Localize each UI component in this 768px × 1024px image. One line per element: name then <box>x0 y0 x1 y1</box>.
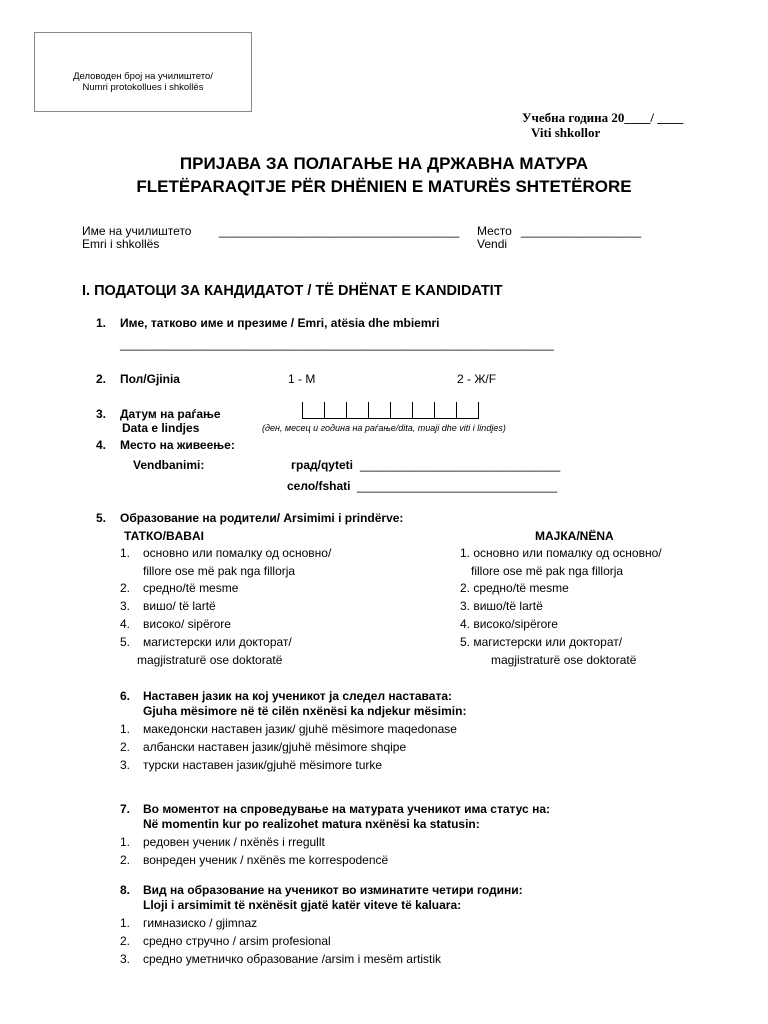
mother-option-3[interactable]: 3. вишо/të lartë <box>460 599 543 613</box>
q7-number: 7. <box>120 802 131 816</box>
q8-label-mk: Вид на образование на ученикот во изминатите четири години: <box>143 883 523 897</box>
father-option-5-cont: magjistraturë ose doktoratë <box>137 653 283 667</box>
q4-sub-label: Vendbanimi: <box>133 458 205 472</box>
date-digit-box[interactable] <box>413 402 435 418</box>
place-label-mk: Место <box>477 224 512 238</box>
school-year-label: Учебна година 20____/ ____ <box>522 110 684 125</box>
q5-number: 5. <box>96 511 107 525</box>
mother-heading: МАЈКА/NËNA <box>535 529 614 543</box>
q8-option-1-num: 1. <box>120 916 131 930</box>
father-option-2-num: 2. <box>120 581 131 595</box>
q7-option-2-num: 2. <box>120 853 131 867</box>
protocol-label-mk: Деловоден број на училиштето/ <box>73 71 213 82</box>
q6-option-1-num: 1. <box>120 722 131 736</box>
father-option-4-num: 4. <box>120 617 131 631</box>
birth-date-boxes[interactable] <box>302 402 479 419</box>
q1-name-field[interactable]: _________________________________________________________________ <box>120 337 554 351</box>
q7-label-sq: Në momentin kur po realizohet matura nxënësi ka statusin: <box>143 817 480 831</box>
school-name-label-mk: Име на училиштето <box>82 224 192 238</box>
q2-number: 2. <box>96 372 107 386</box>
protocol-number-box[interactable] <box>34 32 252 112</box>
q7-option-2[interactable]: вонреден ученик / nxënës me korrespodencë <box>143 853 389 867</box>
father-option-5[interactable]: магистерски или докторат/ <box>143 635 292 649</box>
q1-number: 1. <box>96 316 107 330</box>
village-label: село/fshati <box>287 479 351 493</box>
q8-option-1[interactable]: гимназиско / gjimnaz <box>143 916 258 930</box>
q6-option-3-num: 3. <box>120 758 131 772</box>
father-option-1[interactable]: основно или помалку од основно/ <box>143 546 332 560</box>
gender-option-female[interactable]: 2 - Ж/F <box>457 372 497 386</box>
date-digit-box[interactable] <box>457 402 479 418</box>
place-label-sq: Vendi <box>477 237 508 251</box>
father-option-1-cont: fillore ose më pak nga fillorja <box>143 564 296 578</box>
father-option-2[interactable]: средно/të mesme <box>143 581 239 595</box>
city-label: град/qyteti <box>291 458 353 472</box>
section-heading: I. ПОДАТОЦИ ЗА КАНДИДАТОТ / TË DHËNAT E KANDIDATIT <box>82 283 503 299</box>
school-name-label-sq: Emri i shkollës <box>82 237 160 251</box>
q2-label: Пол/Gjinia <box>120 372 180 386</box>
date-digit-box[interactable] <box>303 402 325 418</box>
father-option-1-num: 1. <box>120 546 131 560</box>
q6-option-2-num: 2. <box>120 740 131 754</box>
birth-date-note: (ден, месец и година на раѓање/dita, muaji dhe viti i lindjes) <box>262 423 506 433</box>
protocol-label-sq: Numri protokollues i shkollës <box>82 82 204 93</box>
q8-number: 8. <box>120 883 131 897</box>
title-sq: FLETËPARAQITJE PËR DHËNIEN E MATURËS SHTETËRORE <box>136 177 632 196</box>
date-digit-box[interactable] <box>325 402 347 418</box>
school-year-sub: Viti shkollor <box>531 125 601 140</box>
q3-label-sq: Data e lindjes <box>122 421 200 435</box>
mother-option-4[interactable]: 4. високо/sipërore <box>460 617 558 631</box>
q8-option-3[interactable]: средно уметничко образование /arsim i mesëm artistik <box>143 952 441 966</box>
mother-option-5[interactable]: 5. магистерски или докторат/ <box>460 635 623 649</box>
q8-option-3-num: 3. <box>120 952 131 966</box>
father-heading: ТАТКО/BABAI <box>124 529 204 543</box>
q8-option-2-num: 2. <box>120 934 131 948</box>
mother-option-1[interactable]: 1. основно или помалку од основно/ <box>460 546 662 560</box>
q6-number: 6. <box>120 689 131 703</box>
q4-label: Место на живеење: <box>120 438 235 452</box>
q3-number: 3. <box>96 407 107 421</box>
title-mk: ПРИЈАВА ЗА ПОЛАГАЊЕ НА ДРЖАВНА МАТУРА <box>179 154 589 173</box>
q7-option-1-num: 1. <box>120 835 131 849</box>
father-option-3-num: 3. <box>120 599 131 613</box>
q6-label-sq: Gjuha mësimore në të cilën nxënësi ka ndjekur mësimin: <box>143 704 467 718</box>
q7-option-1[interactable]: редовен ученик / nxënës i rregullt <box>143 835 325 849</box>
mother-option-1-cont: fillore ose më pak nga fillorja <box>471 564 624 578</box>
mother-option-2[interactable]: 2. средно/të mesme <box>460 581 569 595</box>
q6-option-3[interactable]: турски наставен јазик/gjuhë mësimore turke <box>143 758 383 772</box>
date-digit-box[interactable] <box>391 402 413 418</box>
village-field[interactable]: ______________________________ <box>357 479 558 493</box>
q8-label-sq: Lloji i arsimimit të nxënësit gjatë katër viteve të kaluara: <box>143 898 462 912</box>
place-field[interactable]: __________________ <box>521 224 642 238</box>
city-field[interactable]: ______________________________ <box>360 458 561 472</box>
q7-label-mk: Во моментот на спроведување на матурата ученикот има статус на: <box>143 802 550 816</box>
q6-option-1[interactable]: македонски наставен јазик/ gjuhë mësimore maqedonase <box>143 722 457 736</box>
q8-option-2[interactable]: средно стручно / arsim profesional <box>143 934 331 948</box>
school-name-field[interactable]: ____________________________________ <box>219 224 460 238</box>
gender-option-male[interactable]: 1 - M <box>288 372 316 386</box>
q4-number: 4. <box>96 438 107 452</box>
date-digit-box[interactable] <box>369 402 391 418</box>
q5-label: Образование на родители/ Arsimimi i prindërve: <box>120 511 404 525</box>
q6-label-mk: Наставен јазик на кој ученикот ја следел наставата: <box>143 689 452 703</box>
q1-label: Име, татково име и презиме / Emri, atësia dhe mbiemri <box>120 316 440 330</box>
mother-option-5-cont: magjistraturë ose doktoratë <box>491 653 637 667</box>
q3-label-mk: Датум на раѓање <box>120 407 221 421</box>
q6-option-2[interactable]: албански наставен јазик/gjuhë mësimore shqipe <box>143 740 407 754</box>
father-option-5-num: 5. <box>120 635 131 649</box>
date-digit-box[interactable] <box>435 402 457 418</box>
father-option-3[interactable]: вишо/ të lartë <box>143 599 216 613</box>
father-option-4[interactable]: високо/ sipërore <box>143 617 231 631</box>
date-digit-box[interactable] <box>347 402 369 418</box>
